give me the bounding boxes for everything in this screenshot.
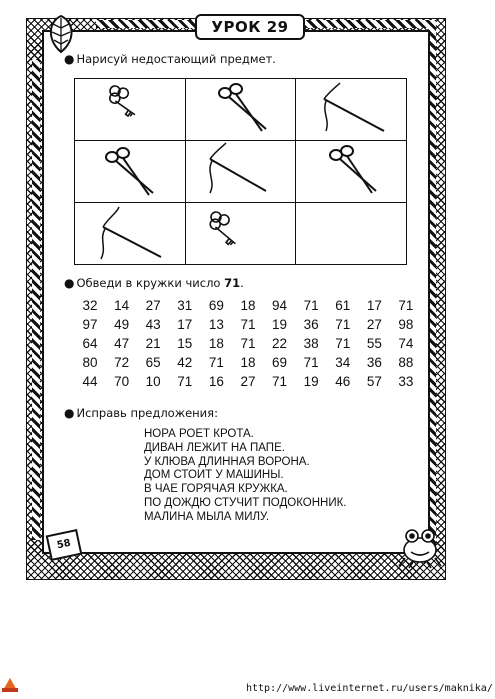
number-cell[interactable]: 15 xyxy=(177,336,193,351)
number-cell[interactable]: 42 xyxy=(177,355,193,370)
grid-cell-scissors xyxy=(296,141,407,203)
needle-thread-icon xyxy=(75,203,186,264)
number-cell[interactable]: 71 xyxy=(335,317,351,332)
bullet-icon: ● xyxy=(64,276,75,290)
number-cell[interactable]: 80 xyxy=(82,355,98,370)
sentence-item: В ЧАЕ ГОРЯЧАЯ КРУЖКА. xyxy=(144,483,288,496)
number-cell[interactable]: 22 xyxy=(272,336,288,351)
lesson-title: УРОК 29 xyxy=(195,14,305,40)
number-cell[interactable]: 47 xyxy=(114,336,130,351)
task1-instruction: ● Нарисуй недостающий предмет. xyxy=(64,52,276,66)
left-stripe-border xyxy=(32,60,40,540)
number-cell[interactable]: 71 xyxy=(208,355,224,370)
number-cell[interactable]: 18 xyxy=(240,298,256,313)
grid-cell-scissors xyxy=(185,79,296,141)
number-cell[interactable]: 19 xyxy=(303,374,319,389)
sentence-item: ДОМ СТОИТ У МАШИНЫ. xyxy=(144,469,284,482)
number-cell[interactable]: 38 xyxy=(303,336,319,351)
target-number: 71 xyxy=(224,276,241,290)
number-cell[interactable]: 21 xyxy=(145,336,161,351)
number-cell[interactable]: 55 xyxy=(366,336,382,351)
number-cell[interactable]: 71 xyxy=(303,298,319,313)
number-cell[interactable]: 13 xyxy=(208,317,224,332)
key-icon xyxy=(186,203,297,264)
number-cell[interactable]: 18 xyxy=(208,336,224,351)
number-cell[interactable]: 72 xyxy=(114,355,130,370)
bullet-icon: ● xyxy=(64,52,75,66)
number-cell[interactable]: 27 xyxy=(240,374,256,389)
grid-cell-scissors xyxy=(75,141,186,203)
number-cell[interactable]: 71 xyxy=(240,317,256,332)
number-row xyxy=(78,372,418,391)
task3-instruction: ● Исправь предложения: xyxy=(64,406,218,420)
number-cell[interactable]: 46 xyxy=(335,374,351,389)
number-cell[interactable]: 17 xyxy=(366,298,382,313)
number-cell[interactable]: 27 xyxy=(145,298,161,313)
number-cell[interactable]: 44 xyxy=(82,374,98,389)
number-cell[interactable]: 57 xyxy=(366,374,382,389)
number-cell[interactable]: 61 xyxy=(335,298,351,313)
number-row xyxy=(78,353,418,372)
number-cell[interactable]: 70 xyxy=(114,374,130,389)
number-cell[interactable]: 49 xyxy=(114,317,130,332)
number-cell[interactable]: 88 xyxy=(398,355,414,370)
frog-icon xyxy=(395,520,445,570)
number-cell[interactable]: 31 xyxy=(177,298,193,313)
number-row xyxy=(78,315,418,334)
scissors-icon xyxy=(75,141,186,202)
number-cell[interactable]: 65 xyxy=(145,355,161,370)
pattern-grid xyxy=(74,78,407,265)
number-grid xyxy=(78,296,418,391)
number-cell[interactable]: 32 xyxy=(82,298,98,313)
number-cell[interactable]: 36 xyxy=(303,317,319,332)
number-cell[interactable]: 69 xyxy=(272,355,288,370)
number-cell[interactable]: 71 xyxy=(272,374,288,389)
number-cell[interactable]: 71 xyxy=(398,298,414,313)
bullet-icon: ● xyxy=(64,406,75,420)
needle-thread-icon xyxy=(296,79,407,140)
grid-cell-needle xyxy=(296,79,407,141)
number-cell[interactable]: 33 xyxy=(398,374,414,389)
leaf-icon xyxy=(44,14,78,54)
sentence-item: НОРА РОЕТ КРОТА. xyxy=(144,428,254,440)
page-number: 58 xyxy=(46,529,83,561)
number-row xyxy=(78,334,418,353)
number-cell[interactable]: 19 xyxy=(272,317,288,332)
sentence-item: ДИВАН ЛЕЖИТ НА ПАПЕ. xyxy=(144,441,285,454)
number-cell[interactable]: 43 xyxy=(145,317,161,332)
scissors-icon xyxy=(296,141,407,202)
number-cell[interactable]: 16 xyxy=(208,374,224,389)
source-url[interactable]: http://www.liveinternet.ru/users/maknika/ xyxy=(246,683,493,694)
number-cell[interactable]: 71 xyxy=(335,336,351,351)
number-cell[interactable]: 71 xyxy=(240,336,256,351)
number-cell[interactable]: 64 xyxy=(82,336,98,351)
grid-cell-needle xyxy=(185,141,296,203)
number-cell[interactable]: 27 xyxy=(366,317,382,332)
number-cell[interactable]: 94 xyxy=(272,298,288,313)
number-cell[interactable]: 69 xyxy=(208,298,224,313)
grid-cell-needle xyxy=(75,203,186,265)
needle-thread-icon xyxy=(186,141,297,202)
number-cell[interactable]: 71 xyxy=(303,355,319,370)
site-logo-icon xyxy=(0,676,20,694)
grid-cell-key xyxy=(185,203,296,265)
number-cell[interactable]: 18 xyxy=(240,355,256,370)
number-cell[interactable]: 74 xyxy=(398,336,414,351)
sentence-item: У КЛЮВА ДЛИННАЯ ВОРОНА. xyxy=(144,455,310,468)
number-row xyxy=(78,296,418,315)
number-cell[interactable]: 98 xyxy=(398,317,414,332)
grid-cell-key xyxy=(75,79,186,141)
sentence-list xyxy=(144,428,347,525)
number-cell[interactable]: 10 xyxy=(145,374,161,389)
key-icon xyxy=(75,79,186,140)
sentence-item: МАЛИНА МЫЛА МИЛУ. xyxy=(144,510,270,523)
grid-cell-empty[interactable] xyxy=(296,203,407,265)
number-cell[interactable]: 14 xyxy=(114,298,130,313)
number-cell[interactable]: 36 xyxy=(366,355,382,370)
number-cell[interactable]: 97 xyxy=(82,317,98,332)
sentence-item: ПО ДОЖДЮ СТУЧИТ ПОДОКОННИК. xyxy=(144,496,347,509)
scissors-icon xyxy=(186,79,297,140)
task2-instruction: ● Обведи в кружки число 71. xyxy=(64,276,244,290)
number-cell[interactable]: 71 xyxy=(177,374,193,389)
number-cell[interactable]: 17 xyxy=(177,317,193,332)
number-cell[interactable]: 34 xyxy=(335,355,351,370)
